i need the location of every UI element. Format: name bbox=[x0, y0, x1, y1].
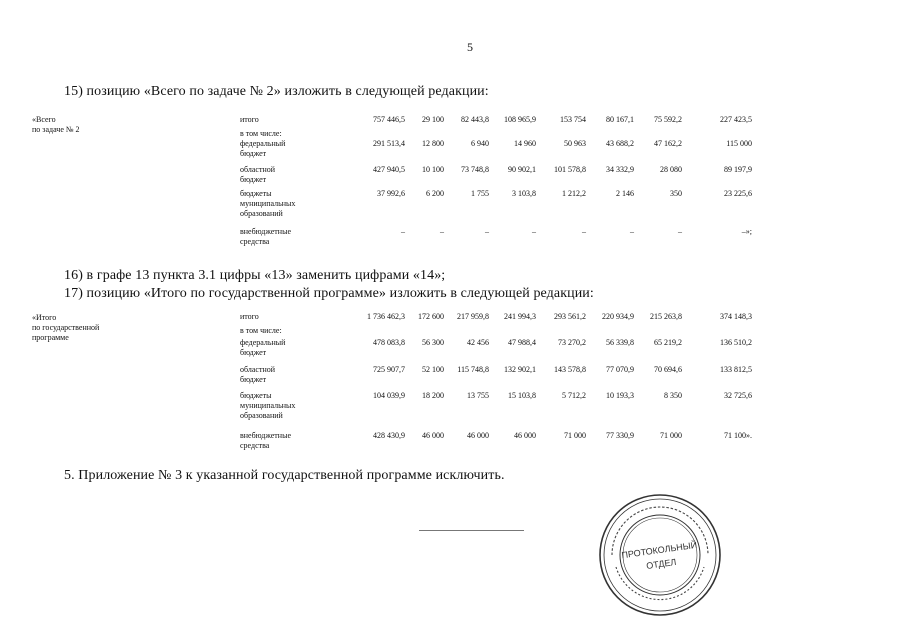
row-label-line: областной bbox=[240, 365, 276, 374]
table2-label-line: по государственной bbox=[32, 323, 100, 332]
row-label-line: бюджет bbox=[240, 348, 267, 357]
table-cell-value: 29 100 bbox=[422, 115, 444, 124]
table-cell-value: – bbox=[440, 227, 444, 236]
page-number: 5 bbox=[467, 40, 473, 54]
table-row-label bbox=[240, 189, 330, 219]
row-label-line: федеральный bbox=[240, 338, 286, 347]
table-cell-value: 13 755 bbox=[467, 391, 489, 400]
table-cell-value: 350 bbox=[670, 189, 682, 198]
table-row-label bbox=[240, 365, 330, 385]
table-cell-value: 77 070,9 bbox=[606, 365, 634, 374]
table-cell-value: 6 940 bbox=[471, 139, 489, 148]
stamp-center-line: ОТДЕЛ bbox=[645, 556, 677, 571]
item-17-text: 17) позицию «Итого по государственной программе» изложить в следующей редакции: bbox=[64, 286, 594, 301]
row-label-line: федеральный bbox=[240, 139, 286, 148]
row-label-line: бюджет bbox=[240, 149, 267, 158]
table-cell-value: 90 902,1 bbox=[508, 165, 536, 174]
table-cell-value: 73 270,2 bbox=[558, 338, 586, 347]
table1-label-line: по задаче № 2 bbox=[32, 125, 80, 134]
table-cell-value: 47 162,2 bbox=[654, 139, 682, 148]
table-cell-value: 293 561,2 bbox=[554, 312, 586, 321]
table-cell-value: 757 446,5 bbox=[373, 115, 405, 124]
table2-label-line: программе bbox=[32, 333, 69, 342]
table-cell-value: 47 988,4 bbox=[508, 338, 536, 347]
row-label-line: муниципальных bbox=[240, 199, 296, 208]
table-cell-value: 71 100». bbox=[724, 431, 752, 440]
item-15-text: 15) позицию «Всего по задаче № 2» изложить в следующей редакции: bbox=[64, 84, 489, 99]
table-cell-value: 46 000 bbox=[467, 431, 489, 440]
row-label-line: муниципальных bbox=[240, 401, 296, 410]
table-cell-value: 46 000 bbox=[422, 431, 444, 440]
table-row-label bbox=[240, 338, 330, 358]
row-label-line: областной bbox=[240, 165, 276, 174]
table-cell-value: – bbox=[630, 227, 634, 236]
table-cell-value: – bbox=[485, 227, 489, 236]
table-cell-value: 12 800 bbox=[422, 139, 444, 148]
row-label-line: образований bbox=[240, 411, 283, 420]
table-cell-value: 291 513,4 bbox=[373, 139, 405, 148]
table-cell-value: 1 755 bbox=[471, 189, 489, 198]
table-cell-value: 227 423,5 bbox=[720, 115, 752, 124]
row-label-line: образований bbox=[240, 209, 283, 218]
table-cell-value: 46 000 bbox=[514, 431, 536, 440]
stamp-outer-ring bbox=[600, 495, 720, 615]
table-cell-value: 2 146 bbox=[616, 189, 634, 198]
row-label-line: бюджет bbox=[240, 175, 267, 184]
row-label-line: итого bbox=[240, 115, 259, 124]
table-cell-value: 70 694,6 bbox=[654, 365, 682, 374]
table-cell-value: 56 339,8 bbox=[606, 338, 634, 347]
table-row-label bbox=[240, 312, 330, 322]
row-label-line: бюджеты bbox=[240, 189, 272, 198]
table-cell-value: 89 197,9 bbox=[724, 165, 752, 174]
table-cell-value: 32 725,6 bbox=[724, 391, 752, 400]
row-label-line: бюджет bbox=[240, 375, 267, 384]
table-cell-value: 108 965,9 bbox=[504, 115, 536, 124]
item-5-text: 5. Приложение № 3 к указанной государственной программе исключить. bbox=[64, 468, 505, 483]
round-stamp-seal bbox=[598, 493, 722, 617]
table2-label-line: «Итого bbox=[32, 313, 57, 322]
table2-position-label bbox=[32, 313, 152, 343]
table-row-label bbox=[240, 165, 330, 185]
table-cell-value: – bbox=[401, 227, 405, 236]
table-cell-value: 56 300 bbox=[422, 338, 444, 347]
table-row-label bbox=[240, 326, 330, 336]
row-label-line: внебюджетные bbox=[240, 431, 291, 440]
table-row-label bbox=[240, 129, 330, 139]
table-cell-value: 37 992,6 bbox=[377, 189, 405, 198]
table-cell-value: 217 959,8 bbox=[457, 312, 489, 321]
row-label-line: средства bbox=[240, 441, 270, 450]
table-row-label bbox=[240, 391, 330, 421]
table-cell-value: 82 443,8 bbox=[461, 115, 489, 124]
table-cell-value: 73 748,8 bbox=[461, 165, 489, 174]
table-cell-value: – bbox=[678, 227, 682, 236]
table-cell-value: 172 600 bbox=[418, 312, 444, 321]
table-cell-value: 14 960 bbox=[514, 139, 536, 148]
table-cell-value: – bbox=[582, 227, 586, 236]
table-row-label bbox=[240, 115, 330, 125]
table-cell-value: 3 103,8 bbox=[512, 189, 536, 198]
table-cell-value: 5 712,2 bbox=[562, 391, 586, 400]
table-cell-value: 241 994,3 bbox=[504, 312, 536, 321]
row-label-line: итого bbox=[240, 312, 259, 321]
table-cell-value: 10 100 bbox=[422, 165, 444, 174]
table-row-label bbox=[240, 431, 330, 451]
table-cell-value: 71 000 bbox=[564, 431, 586, 440]
table-cell-value: 8 350 bbox=[664, 391, 682, 400]
table-cell-value: 215 263,8 bbox=[650, 312, 682, 321]
table-cell-value: 220 934,9 bbox=[602, 312, 634, 321]
table-row-label bbox=[240, 227, 330, 247]
item-16-text: 16) в графе 13 пункта 3.1 цифры «13» заменить цифрами «14»; bbox=[64, 268, 446, 283]
row-label-line: в том числе: bbox=[240, 129, 282, 138]
table-cell-value: 104 039,9 bbox=[373, 391, 405, 400]
table1-position-label bbox=[32, 115, 152, 135]
table-cell-value: 43 688,2 bbox=[606, 139, 634, 148]
table-cell-value: 132 902,1 bbox=[504, 365, 536, 374]
table1-label-line: «Всего bbox=[32, 115, 56, 124]
table-cell-value: 71 000 bbox=[660, 431, 682, 440]
table-cell-value: 478 083,8 bbox=[373, 338, 405, 347]
table-cell-value: 115 000 bbox=[726, 139, 752, 148]
table-cell-value: 136 510,2 bbox=[720, 338, 752, 347]
table-row-label bbox=[240, 139, 330, 159]
table-cell-value: 50 963 bbox=[564, 139, 586, 148]
table-cell-value: 115 748,8 bbox=[457, 365, 489, 374]
table-cell-value: 143 578,8 bbox=[554, 365, 586, 374]
row-label-line: внебюджетные bbox=[240, 227, 291, 236]
table-cell-value: 65 219,2 bbox=[654, 338, 682, 347]
table-cell-value: 15 103,8 bbox=[508, 391, 536, 400]
table-cell-value: –»; bbox=[741, 227, 752, 236]
table-cell-value: 23 225,6 bbox=[724, 189, 752, 198]
table-cell-value: 42 456 bbox=[467, 338, 489, 347]
table-cell-value: 725 907,7 bbox=[373, 365, 405, 374]
table-cell-value: 80 167,1 bbox=[606, 115, 634, 124]
table-cell-value: 428 430,9 bbox=[373, 431, 405, 440]
row-label-line: бюджеты bbox=[240, 391, 272, 400]
table-cell-value: 28 080 bbox=[660, 165, 682, 174]
signature-line bbox=[419, 530, 524, 531]
table-cell-value: 77 330,9 bbox=[606, 431, 634, 440]
table-cell-value: 1 736 462,3 bbox=[367, 312, 405, 321]
table-cell-value: 10 193,3 bbox=[606, 391, 634, 400]
table-cell-value: 34 332,9 bbox=[606, 165, 634, 174]
table-cell-value: 6 200 bbox=[426, 189, 444, 198]
table-cell-value: 153 754 bbox=[560, 115, 586, 124]
table-cell-value: 52 100 bbox=[422, 365, 444, 374]
table-cell-value: 133 812,5 bbox=[720, 365, 752, 374]
table-cell-value: 18 200 bbox=[422, 391, 444, 400]
table-cell-value: 374 148,3 bbox=[720, 312, 752, 321]
table-cell-value: 75 592,2 bbox=[654, 115, 682, 124]
table-cell-value: 101 578,8 bbox=[554, 165, 586, 174]
stamp-center-line: ПРОТОКОЛЬНЫЙ bbox=[620, 539, 698, 561]
table-cell-value: 1 212,2 bbox=[562, 189, 586, 198]
table-cell-value: 427 940,5 bbox=[373, 165, 405, 174]
row-label-line: в том числе: bbox=[240, 326, 282, 335]
row-label-line: средства bbox=[240, 237, 270, 246]
table-cell-value: – bbox=[532, 227, 536, 236]
